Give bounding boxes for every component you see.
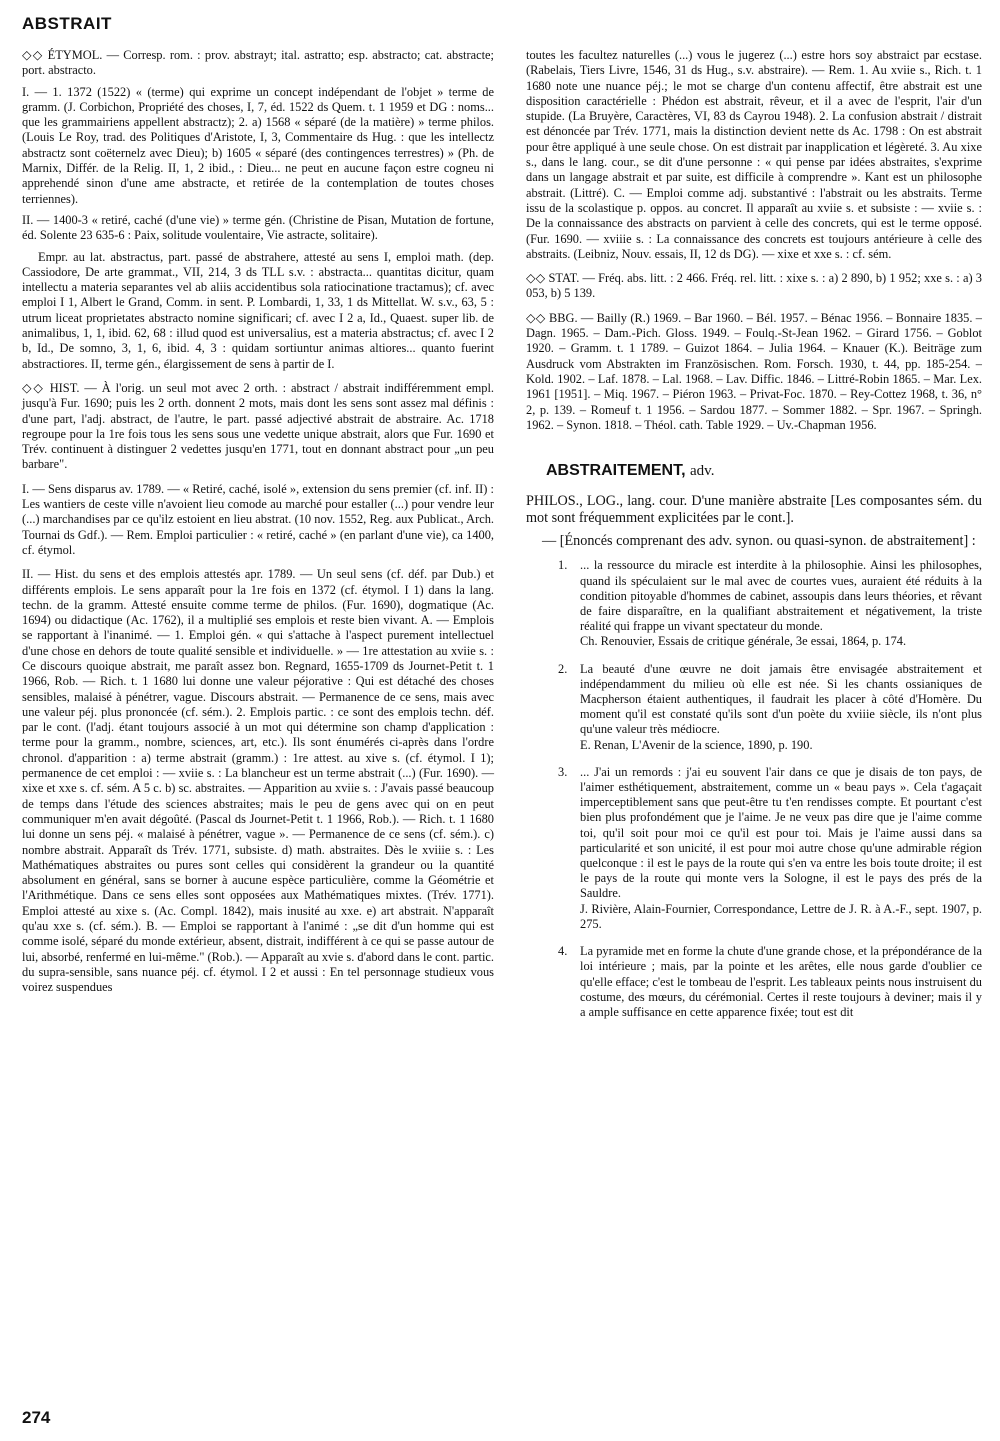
- example-number: 4.: [558, 944, 568, 959]
- history-section-1: I. — Sens disparus av. 1789. — « Retiré, caché, isolé », extension du sens premier (cf. inf. II) : Les wantiers de ceste ville n'avoient lieu comode au marché pour estaller (...) pour vendre leur (...) marchandises par ce qu'ilz estoient en lieu abstrat. (10 nov. 1552, Reg. aux Publicat., Arch. Tournai ds Gdf.). — Rem. Emploi particulier : « retiré, caché » (en parlant d'une vie), ca 1400, cf. étymol.: [22, 481, 494, 557]
- entry-definition: PHILOS., LOG., lang. cour. D'une manière abstraite [Les composantes sém. du mot sont fréquemment explicitées par le cont.].: [526, 493, 982, 527]
- example-2: [558, 661, 982, 753]
- etymology-header: ◇◇ ÉTYMOL. — Corresp. rom. : prov. abstrayt; ital. astratto; esp. abstracto; cat. abstracte; port. abstracto.: [22, 48, 494, 78]
- running-head: ABSTRAIT: [22, 14, 112, 33]
- statistics: ◇◇ STAT. — Fréq. abs. litt. : 2 466. Fréq. rel. litt. : xixe s. : a) 2 890, b) 1 952; xxe s. : a) 3 053, b) 5 139.: [526, 271, 982, 301]
- example-text: ... la ressource du miracle est interdite à la philosophie. Ainsi les philosophes, quand ils spéculaient sur le mal avec de courtes vues, auraient été réduits à la condition pitoyable d'hommes de cabinet, assoupis dans leurs théories, et rêvant de faire disparaître, en la qualifiant abstraitement et négativement, la triste réalité qui frappe un vivant spectateur du monde.: [580, 558, 982, 634]
- headword-word: ABSTRAITEMENT,: [546, 462, 686, 480]
- page-number: 274: [22, 1408, 51, 1427]
- history-header: ◇◇ HIST. — À l'orig. un seul mot avec 2 orth. : abstract / abstrait indifféremment empl. jusqu'à Fur. 1690; puis les 2 orth. donnent 2 mots, mais dont les sens sont assez mal définis : d'une part, l'adj. abstract, de l'autre, le part. passé adjectivé abstrait de abstraire. Ac. 1718 regroupe pour la 1re fois tous les sens sous une vedette unique abstrait, alors que Fur. 1690 et Trév. continuent à distinguer 2 vedettes jusqu'en 1771, tout en donnant abstract pour „un peu barbare".: [22, 380, 494, 472]
- history-section-2: II. — Hist. du sens et des emplois attestés apr. 1789. — Un seul sens (cf. déf. par Dub.) et différents emplois. Le sens apparaît pour la 1re fois en 1372 (cf. étymol. I 1) dans la lang. techn. de la gramm. Attesté ensuite comme terme de philos. (Fur. 1690), dogmatique (Ac. 1694) ou didactique (Ac. 1762), il a multiplié ses emplois et reste bien vivant. A. — Emplois se rapportant à l'inanimé. — 1. Emploi gén. « qui s'attache à l'aspect purement intellectuel d'une chose en dehors de toute qualité sensible et individuelle. » — 1re attestation au xviie s. : Ce discours quoique abstrait, me paraît assez bon. Regnard, 1655-1709 ds Journet-Petit t. 1 1966, Rob. — Rich. t. 1 1680 lui donne une valeur péjorative : Qui est détaché des choses sensibles, malaisé à pénétrer, vague. Discours abstrait. — Permanence de ce sens, mais avec une valeur péj. plus prononcée (cf. sém.). 2. Emplois partic. : ce sont des emplois techn. déf. par le cont. (l'adj. étant toujours associé à un mot qui détermine son champ d'application : terme pour la gramm., nombre, sciences, art, etc.). Ils sont énumérés ci-après dans l'ordre chronol. d'apparition : a) terme abstrait (gramm.) : 1re attest. au xive s. (cf. étymol. I 1); permanence de cet emploi : — xviie s. : La blancheur est un terme abstrait (...) (Fur. 1690). — xixe et xxe s. cf. sém. A 5 c. b) sc. abstraites. — Apparition au xviie s. : J'avais passé beaucoup de temps dans l'étude des sciences abstraites; mais le peu de gens avec qui on en peut communiquer m'en avait dégoûté. (Pascal ds Journet-Petit t. 1 1966, Rob.). — Rich. t. 1 1680 lui donne un sens péj. « malaisé à pénétrer, vague ». — Permanence de ce sens (cf. sém.). c) nombre abstrait. Apparaît ds Trév. 1771, subsiste. d) math. abstraites. Dès le xviiie s. : Les Mathématiques abstraites ou pures sont celles qui considèrent la grandeur ou la quantité absolument en général, sans se borner à aucune espèce particulière, comme la Géométrie et l'Arithmétique. Dans ce sens elles sont opposées aux Mathématiques mixtes. (Trév. 1771). Emploi attesté au xixe s. (Ac. Compl. 1842), mais inusité au xxe. e) art abstrait. N'apparaît qu'au xxe s. (cf. sém.). B. — Emploi se rapportant à l'animé : „se dit d'un homme qui est comme isolé, séparé du monde extérieur, absent, distrait, indifférent à ce qui se passe autour de lui, absorbé, renfermé en lui-même." (Rob.). — Apparaît au xvie s. d'abord dans le cont. partic. du supra-sensible, sans nuance péj. cf. étymol. I 2 et aussi : En tel personnage studieux vous voirez suspendues: [22, 567, 494, 995]
- example-text: La pyramide met en forme la chute d'une grande chose, et la prépondérance de la loi intérieure ; mais, par la pointe et les arêtes, elle nous garde d'oublier ce qu'elle efface; c'est le tombeau de l'esprit. Les tableaux peints nous instruisent du costume, des mœurs, du cérémonial. Certes il reste toujours à deviner; mais il y a ample suffisance en cette apparence fixée; tout est dit: [580, 944, 982, 1019]
- left-column: [22, 48, 494, 1002]
- etymology-sense-1: I. — 1. 1372 (1522) « (terme) qui exprime un concept indépendant de l'objet » terme de gramm. (J. Corbichon, Propriété des choses, I, 7, éd. 1522 ds Quem. t. 1 1959 et DG : noms... que les grammairiens appellent abstractz); 2. a) 1568 « séparé (de la matière) » terme philos. (Louis Le Roy, trad. des Politiques d'Aristote, I, 3, Commentaire ds Hug. : que les intellectz abstractz sont coëternelz avec Dieu); b) 1605 « séparé (des contingences terrestres) » (Ph. de Marnix, Différ. de la Relig. II, 1, 2 ibid., : Dieu... ne peut en aucune façon estre cogneu ni apprehendé sinon d'une ame abstracte, et retirée de la contemplation de toutes choses terriennes).: [22, 84, 494, 206]
- example-1: [558, 558, 982, 649]
- bibliography: ◇◇ BBG. — Bailly (R.) 1969. – Bar 1960. – Bél. 1957. – Bénac 1956. – Bonnaire 1835. – Dagn. 1965. – Dam.-Pich. Gloss. 1949. – Foulq.-St-Jean 1962. – Girard 1756. – Goblot 1920. – Gramm. t. 1 1789. – Guizot 1864. – Julia 1964. – Knauer (K.). Beiträge zum Ausdruck vom Abstrakten im Französischen. Rom. Forsch. 1930, t. 44, pp. 185-254. – Kold. 1902. – Laf. 1878. – Lal. 1968. – Lav. Diffic. 1846. – Littré-Robin 1865. – Mar. Lex. 1961 [1951]. – Miq. 1967. – Piéron 1963. – Privat-Foc. 1870. – Rey-Cottez 1968, t. 36, n° 2, p. 139. – Romeuf t. 1 1956. – Sardou 1877. – Sommer 1882. – Spr. 1967. – Springh. 1962. – Synon. 1818. – Théol. cath. Table 1929. – Uv.-Chapman 1956.: [526, 310, 982, 432]
- example-text: La beauté d'une œuvre ne doit jamais être envisagée abstraitement et indépendamment du milieu où elle est née. Si les chants ossianiques de Macpherson étaient authentiques, il faudrait les placer à côté d'Homère. Du moment qu'il est constaté qu'ils sont d'un poète du xviiie siècle, ils n'ont plus qu'une valeur très médiocre.: [580, 661, 982, 737]
- example-3: [558, 764, 982, 932]
- example-list: [526, 558, 982, 1020]
- etymology-latin: Empr. au lat. abstractus, part. passé de abstrahere, attesté au sens I, emploi math. (dep. Cassiodore, De arte grammat., VII, 214, 3 ds TLL s.v. : abstracta... quantitas dicitur, quam intellectu a materia separantes vel ab aliis accidentibus sola ratiocinatione tractamus); cf. avec emploi I 1, Albert le Grand, Comm. in sent. P. Lombardi, 1, 33, 1 ds Mittellat. W. s.v., 63, 5 : utrum liceat proprietates abstracto nomine significari; cf. avec I 2 a, Id., Quaest. super lib. de animalibus, 1, 1, ibid. 62, 68 : illud quod est universalius, est a materia abstractus; cf. avec I 2 b, Id., De somno, 3, 1, 6, ibid. 4, 3 : quidam sortiuntur animas altiores... quanto fuerint abstractiores. II, terme gén., élargissement de sens à partir de I.: [22, 249, 494, 371]
- etymology-sense-2: II. — 1400-3 « retiré, caché (d'une vie) » terme gén. (Christine de Pisan, Mutation de fortune, éd. Solente 23 635-6 : Paix, solitude voulentaire, Vie astracte, solitaire).: [22, 212, 494, 243]
- entry-synonyms-note: — [Énoncés comprenant des adv. synon. ou quasi-synon. de abstraitement] :: [542, 533, 976, 550]
- example-source: Ch. Renouvier, Essais de critique générale, 3e essai, 1864, p. 174.: [580, 634, 907, 649]
- example-4: [558, 944, 982, 1020]
- right-column: [526, 48, 982, 1032]
- example-source: E. Renan, L'Avenir de la science, 1890, p. 190.: [580, 737, 813, 752]
- example-number: 2.: [558, 661, 568, 676]
- example-source: J. Rivière, Alain-Fournier, Correspondance, Lettre de J. R. à A.-F., sept. 1907, p. 275.: [580, 901, 982, 931]
- example-number: 1.: [558, 558, 568, 573]
- headword-abstraitement: [546, 463, 982, 479]
- history-continued: toutes les facultez naturelles (...) vous le jugerez (...) estre hors soy abstraict par ecstase. (Rabelais, Tiers Livre, 1546, 31 ds Hug., s.v. abstraire). — Rem. 1. Au xviie s., Rich. t. 1 1680 note une nuance péj.; le mot se charge d'un contenu affectif, être abstrait est une disposition caractérielle : Phédon est abstrait, rêveur, et il a avec de l'esprit, l'air d'un stupide. (La Bruyère, Caractères, VI, 83 ds Cayrou 1948). 2. La confusion abstrait / distrait est dénoncée par Trév. 1771, mais la distinction devient nette ds Ac. 1798 : On est abstrait pour être appliqué à une seule chose. On est distrait par inapplication et légèreté. 3. Au xixe s., dans le lang. cour., se dit d'une personne : « qui pense par idées abstraites, s'exprime dans un langage abstrait et par suite, est difficile à comprendre ». Kant est un philosophe abstrait. (Littré). C. — Emploi comme adj. substantivé : l'abstrait ou les abstraits. Terme issu de la scolastique p. oppos. au concret. Il apparaît au xviie s. et subsiste : — xviie s. : De la connaissance des abstracts on parvient à celle des concrets, qui est le terme opposé. (Fur. 1690. — xviiie s. : La connaissance des concrets est toujours antérieure à celle des abstraits. (Leibniz, Nouv. essais, II, 12 ds DG). — xixe et xxe s. : cf. sém.: [526, 48, 982, 261]
- example-text: ... J'ai un remords : j'ai eu souvent l'air dans ce que je disais de ton pays, de l'aimer esthétiquement, abstraitement, comme un « beau pays ». Cela t'agaçait imperceptiblement sans que peut-être tu t'en rendisses compte. Et pourtant c'est bien plus profondément que je l'aime. Je ne veux pas dire que je l'aime comme toi, qu'il soit pour moi ce qu'il est pour toi. Mais je l'aime aussi dans sa particularité et son unicité, il est pour moi autre chose qu'une admirable région quelconque : il est le pays de la route qui s'en va entre les bois toute droite; il est le pays de la route qui monte vers la Sologne, il est le pays des prés de la Sauldre.: [580, 764, 982, 901]
- example-number: 3.: [558, 764, 568, 779]
- headword-pos: adv.: [690, 463, 715, 480]
